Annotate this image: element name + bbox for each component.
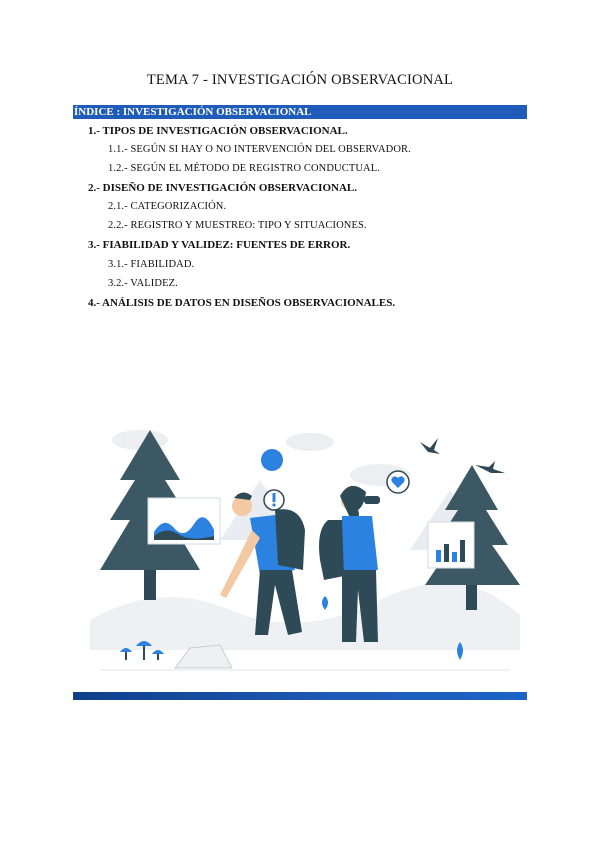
page-title: TEMA 7 - INVESTIGACIÓN OBSERVACIONAL xyxy=(146,72,454,88)
toc-subsection-2-2[interactable]: 2.2.- REGISTRO Y MUESTREO: TIPO Y SITUACIONES. xyxy=(108,220,367,231)
toc-section-4[interactable]: 4.- ANÁLISIS DE DATOS EN DISEÑOS OBSERVACIONALES. xyxy=(88,297,396,309)
hikers-observation-illustration xyxy=(80,420,530,690)
footer-bar xyxy=(73,692,527,700)
alert-icon xyxy=(264,490,284,510)
toc-section-2[interactable]: 2.- DISEÑO DE INVESTIGACIÓN OBSERVACIONAL. xyxy=(88,182,357,194)
toc-subsection-1-2[interactable]: 1.2.- SEGÚN EL MÉTODO DE REGISTRO CONDUCTUAL. xyxy=(108,163,380,174)
hiker-woman xyxy=(319,486,380,642)
toc-subsection-3-1[interactable]: 3.1.- FIABILIDAD. xyxy=(108,259,195,270)
toc-subsection-3-2[interactable]: 3.2.- VALIDEZ. xyxy=(108,278,178,289)
index-header-bar: ÍNDICE : INVESTIGACIÓN OBSERVACIONAL xyxy=(73,105,527,119)
toc-subsection-2-1[interactable]: 2.1.- CATEGORIZACIÓN. xyxy=(108,201,227,212)
toc-section-3[interactable]: 3.- FIABILIDAD Y VALIDEZ: FUENTES DE ERROR. xyxy=(88,239,351,251)
toc-subsection-1-1[interactable]: 1.1.- SEGÚN SI HAY O NO INTERVENCIÓN DEL OBSERVADOR. xyxy=(108,144,411,155)
binoculars-icon xyxy=(364,496,380,504)
sun-icon xyxy=(261,449,283,471)
bar-chart-icon xyxy=(428,522,474,568)
bird-icon xyxy=(420,438,505,473)
toc-section-1[interactable]: 1.- TIPOS DE INVESTIGACIÓN OBSERVACIONAL. xyxy=(88,125,348,137)
wave-chart-icon xyxy=(148,498,220,544)
heart-icon xyxy=(387,471,409,493)
